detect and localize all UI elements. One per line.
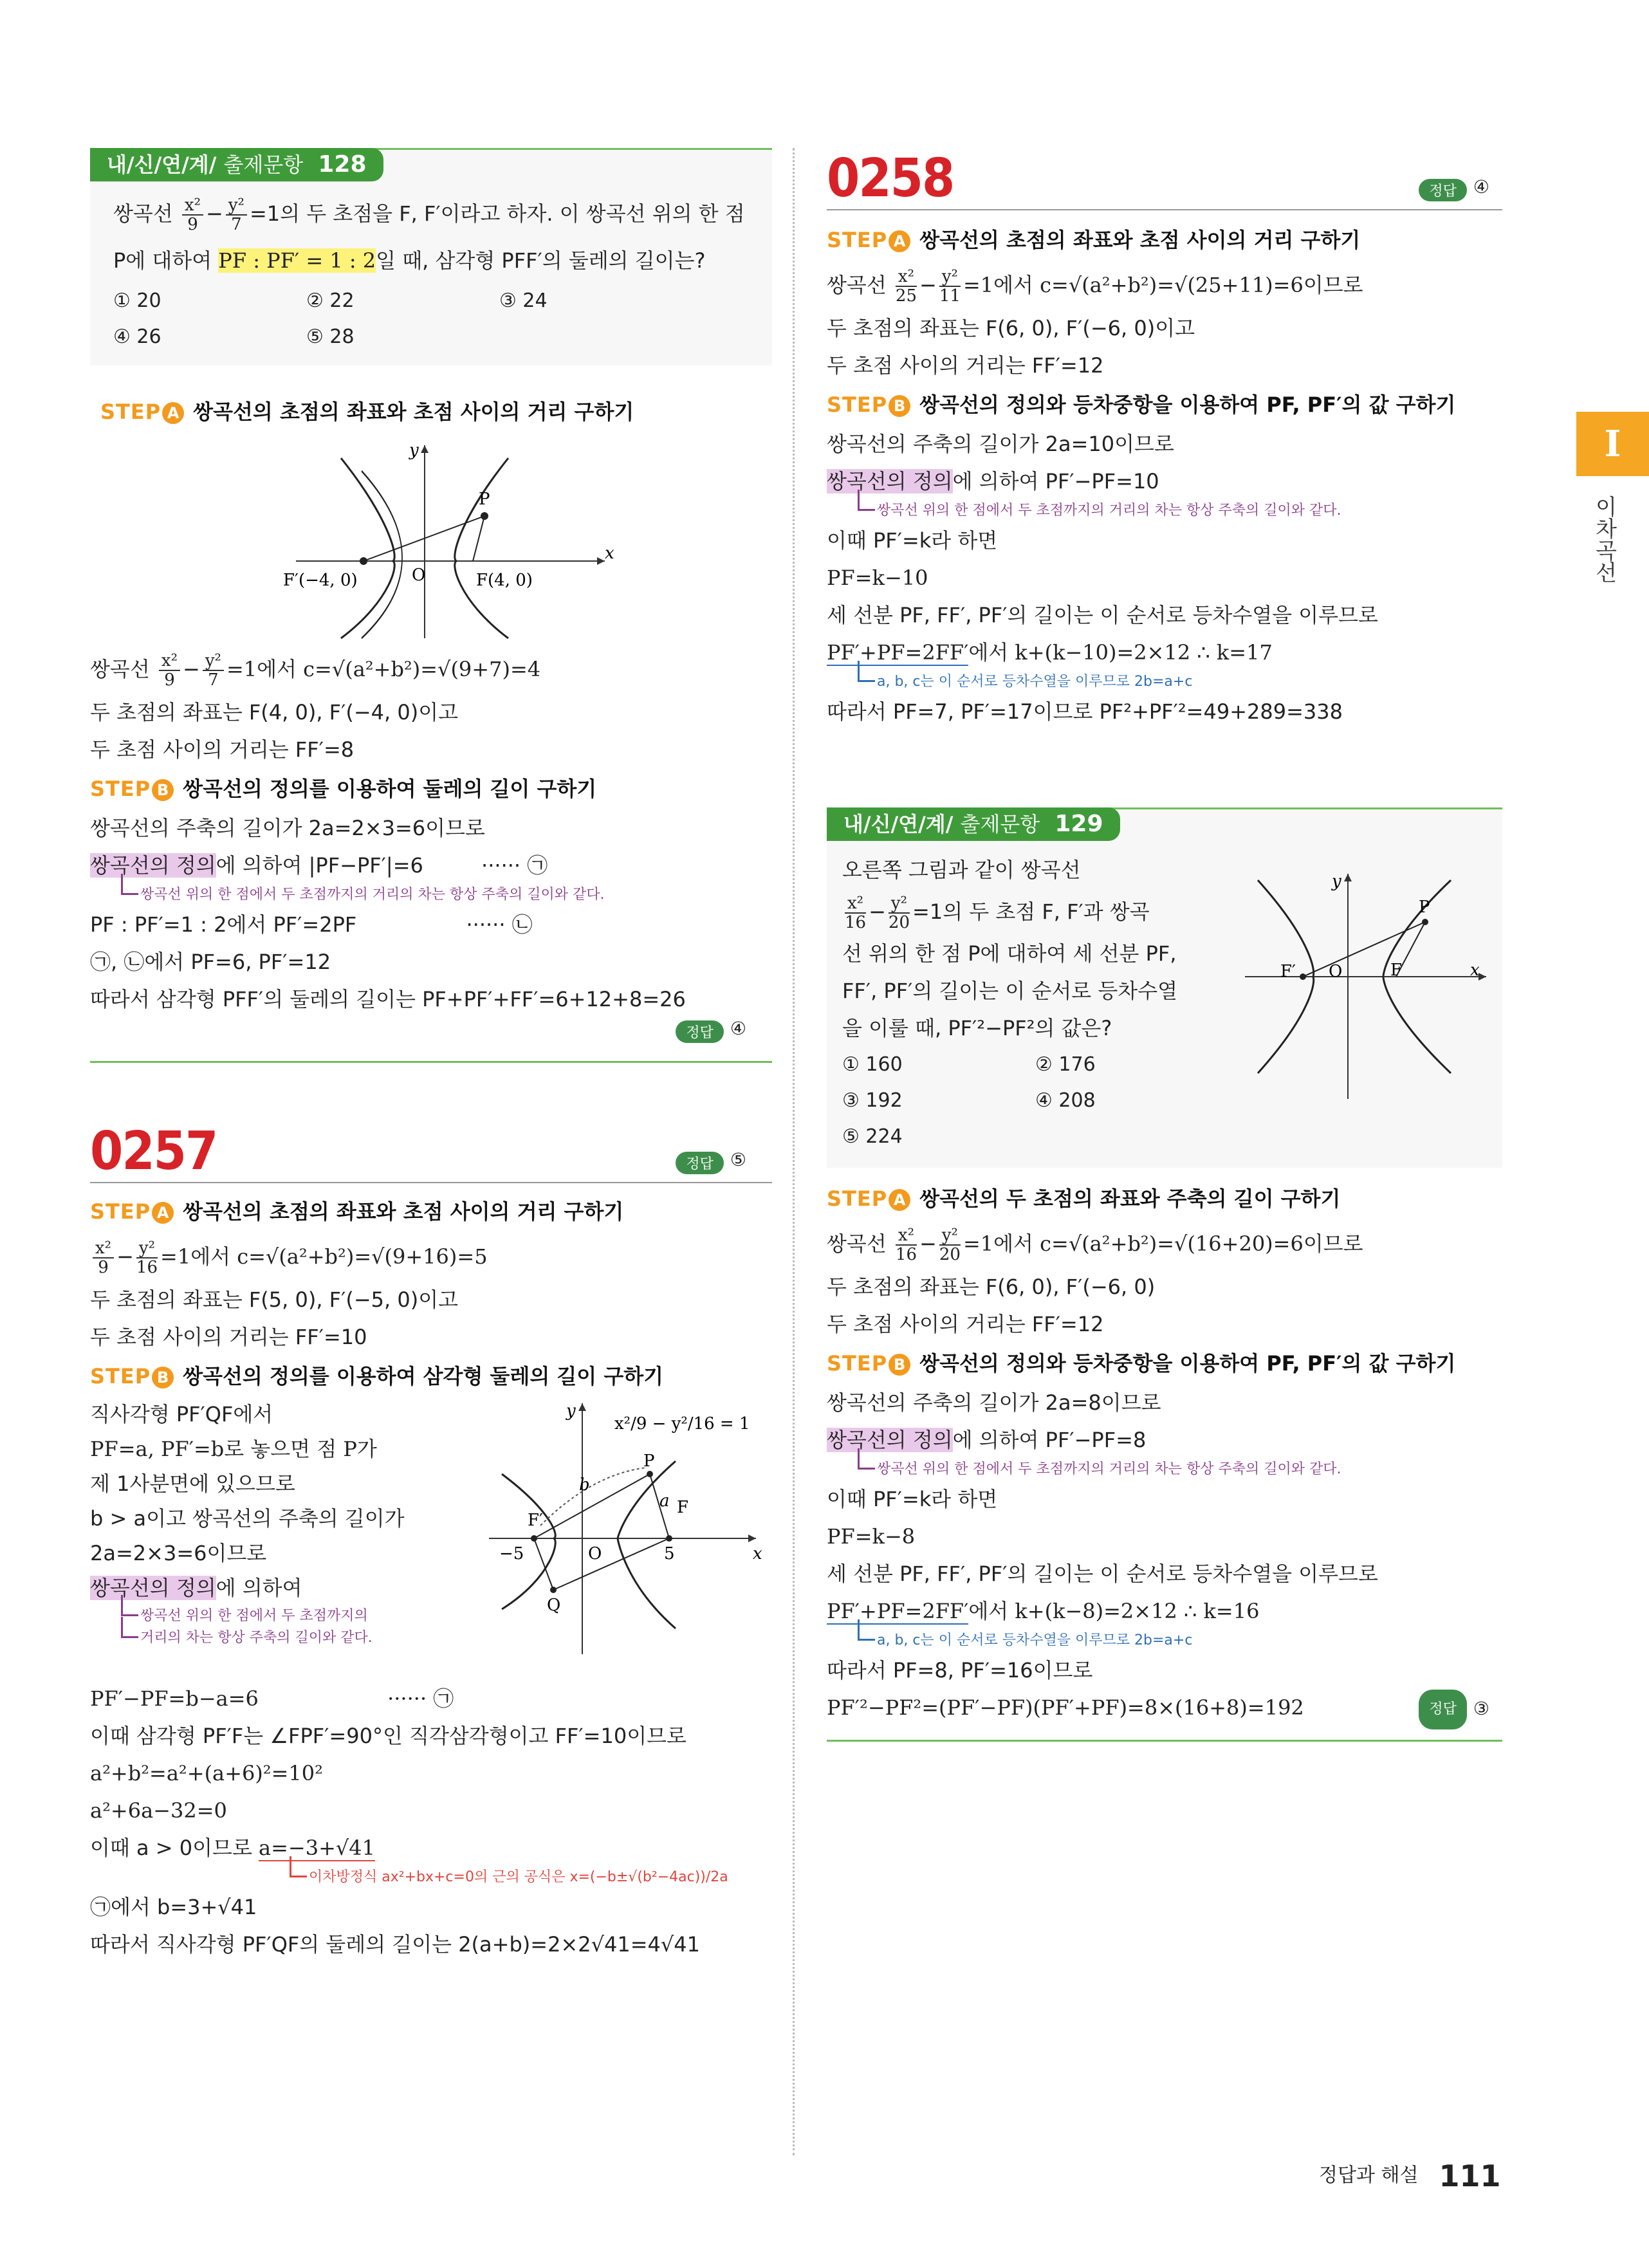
note-definition: 쌍곡선 위의 한 점에서 두 초점까지의 거리의 차는 항상 주축의 길이와 같다. [877, 500, 1502, 522]
step-a [90, 391, 772, 432]
step-title: 쌍곡선의 정의를 이용하여 둘레의 길이 구하기 [183, 777, 597, 801]
fraction [939, 1226, 961, 1264]
divider-line [90, 1182, 772, 1183]
sol257-b6 [90, 1571, 489, 1605]
numerator: y² [203, 652, 224, 671]
text: =1의 두 초점을 F, F′이라고 하자. 이 쌍곡선 위의 한 점 [249, 201, 745, 226]
sol257-b2: PF=a, PF′=b로 놓으면 점 P가 [90, 1437, 377, 1461]
fraction [203, 652, 224, 689]
text: =1에서 c=√(a²+b²)=√(9+16)=5 [160, 1244, 488, 1269]
numerator: x² [93, 1239, 114, 1258]
denominator: 20 [888, 913, 910, 932]
sol128-b2 [90, 847, 772, 884]
choices [113, 283, 749, 355]
step-letter: A [152, 1202, 174, 1224]
answer-badge: 정답 [1419, 179, 1467, 201]
numerator: y² [889, 894, 910, 914]
text: 이때 a > 0이므로 [90, 1836, 259, 1860]
fraction [845, 894, 866, 932]
problem-line-2 [113, 238, 749, 283]
step-b [827, 1343, 1502, 1384]
underlined-equation: PF′+PF=2FF′ [827, 1599, 969, 1623]
step-letter: B [152, 1367, 174, 1388]
tick-5: 5 [664, 1544, 675, 1563]
footer-text: 정답과 해설 [1319, 2164, 1419, 2187]
choices [842, 1047, 1202, 1155]
note-arithmetic-mean: a, b, c는 이 순서로 등차수열을 이루므로 2b=a+c [877, 1630, 1502, 1652]
sol258-b5: 세 선분 PF, FF′, PF′의 길이는 이 순서로 등차수열을 이루므로 [827, 603, 1378, 627]
highlight-definition: 쌍곡선의 정의 [827, 469, 953, 493]
choice-2: ② 22 [306, 290, 355, 312]
sol257-b1: 직사각형 PF′QF에서 [90, 1402, 273, 1426]
sol129-a2: 두 초점의 좌표는 F(6, 0), F′(−6, 0) [827, 1275, 1156, 1299]
focus-f-label: F [677, 1498, 689, 1517]
problem-128-header [90, 148, 383, 181]
text: =1의 두 초점 F, F′과 쌍곡 [912, 899, 1150, 924]
highlight-definition: 쌍곡선의 정의 [90, 853, 216, 878]
sol258-b1: 쌍곡선의 주축의 길이가 2a=10이므로 [827, 432, 1174, 456]
step-letter: A [889, 1189, 910, 1211]
sol128-a1: 쌍곡선 $\frac{\text{x²}}{9}$ − $\frac{\text{y²}}{7}$ =1에서 c=√(a²+b²)=√(9+7)=4 [90, 651, 541, 690]
point-p-label: P [479, 490, 490, 509]
step-title: 쌍곡선의 두 초점의 좌표와 주축의 길이 구하기 [919, 1186, 1341, 1211]
step-title: 쌍곡선의 정의와 등차중항을 이용하여 PF, PF′의 값 구하기 [919, 1351, 1456, 1376]
hyperbola-graph-128 [283, 432, 618, 645]
note-definition-2: 거리의 차는 항상 주축의 길이와 같다. [140, 1627, 489, 1649]
text: 에서 k+(k−10)=2×12 ∴ k=17 [968, 640, 1273, 665]
x-axis-label: x [605, 544, 614, 563]
fraction [159, 652, 180, 689]
sol257-b7 [90, 1680, 772, 1717]
point-q-label: Q [547, 1596, 561, 1615]
page-footer [1319, 2159, 1500, 2193]
sol257-a3: 두 초점 사이의 거리는 FF′=10 [90, 1325, 367, 1349]
sol129-b2 [827, 1421, 1502, 1459]
step-tag: STEP [90, 1364, 151, 1388]
highlight-definition: 쌍곡선의 정의 [827, 1428, 953, 1452]
x-axis-label: x [1470, 961, 1480, 980]
page-number: 111 [1439, 2159, 1501, 2193]
highlight-ratio: PF : PF′ = 1 : 2 [218, 248, 376, 273]
step-tag: STEP [827, 1351, 888, 1376]
problem-number: 0258 [827, 148, 954, 209]
denominator: 7 [231, 215, 242, 234]
step-tag: STEP [90, 777, 151, 801]
fraction [896, 268, 917, 305]
focus-fprime-label: F′(−4, 0) [283, 571, 358, 590]
problem-0257-header [90, 1121, 772, 1182]
denominator: 9 [187, 215, 198, 234]
answer-value: ④ [1473, 176, 1489, 198]
step-title: 쌍곡선의 초점의 좌표와 초점 사이의 거리 구하기 [183, 1199, 624, 1224]
step-letter: A [889, 230, 910, 252]
text: 에서 k+(k−8)=2×12 ∴ k=16 [968, 1599, 1260, 1623]
text: =1에서 c=√(a²+b²)=√(16+20)=6이므로 [963, 1231, 1363, 1256]
denominator: 25 [895, 286, 917, 306]
choice-4: ④ 26 [113, 326, 161, 348]
sol128-b1: 쌍곡선의 주축의 길이가 2a=2×3=6이므로 [90, 816, 485, 840]
step-b [90, 1356, 772, 1397]
sol258-b3: 이때 PF′=k라 하면 [827, 528, 998, 553]
choice-5: ⑤ 28 [306, 326, 355, 348]
underlined-root: a=−3+√41 [259, 1836, 376, 1860]
text: 쌍곡선 [827, 1231, 887, 1256]
divider-line [827, 209, 1502, 210]
sol128-b3 [90, 906, 772, 943]
sol129-b3: 이때 PF′=k라 하면 [827, 1487, 998, 1511]
brand-label: 내/신/연/계/ [843, 812, 953, 836]
numerator: x² [896, 1226, 917, 1246]
sol257-b8: 이때 삼각형 PF′F는 ∠FPF′=90°인 직각삼각형이고 FF′=10이므로 [90, 1724, 686, 1748]
chapter-tab: I [1576, 412, 1649, 476]
choice-1: ① 20 [113, 290, 161, 312]
denominator: 16 [895, 1245, 917, 1264]
step-a [827, 1178, 1502, 1219]
problem-128-box [90, 148, 772, 365]
text: 쌍곡선 [827, 273, 887, 297]
fraction [136, 1239, 158, 1277]
numerator: y² [939, 1226, 961, 1246]
focus-fprime-label: F′ [528, 1511, 543, 1530]
column-divider [793, 148, 795, 2155]
fraction [896, 1226, 917, 1264]
text: 에 의하여 [216, 1576, 302, 1600]
answer-badge: 정답 [676, 1152, 724, 1174]
graph-equation: x²/9 − y²/16 = 1 [614, 1414, 750, 1434]
focus-fprime-label: F′ [1280, 962, 1296, 981]
sol258-a1: 쌍곡선 $\frac{\text{x²}}{25}$ − $\frac{\text{y²}}{11}$ =1에서 c=√(a²+b²)=√(25+11)=6이므로 [827, 267, 1363, 306]
text: =1에서 c=√(a²+b²)=√(9+7)=4 [226, 657, 541, 681]
y-axis-label: y [409, 441, 419, 460]
tick-minus-5: −5 [499, 1544, 524, 1563]
choice-2: ② 176 [1035, 1053, 1096, 1076]
focus-f-label: F [1390, 961, 1403, 980]
text: 에 의하여 PF′−PF=8 [952, 1428, 1147, 1452]
underlined-equation: PF′+PF=2FF′ [827, 640, 969, 665]
step-tag: STEP [90, 1199, 151, 1224]
answer-value: ⑤ [730, 1149, 746, 1170]
choice-5: ⑤ 224 [842, 1125, 903, 1148]
divider-line [827, 1740, 1502, 1742]
sol258-b2 [827, 463, 1502, 500]
sol258-b4: PF=k−10 [827, 566, 928, 590]
sol258-b6 [827, 634, 1502, 671]
sol128-a2: 두 초점의 좌표는 F(4, 0), F′(−4, 0)이고 [90, 700, 459, 724]
note-definition: 쌍곡선 위의 한 점에서 두 초점까지의 거리의 차는 항상 주축의 길이와 같다. [140, 884, 772, 906]
sol129-b8-row [827, 1689, 1502, 1729]
answer-row [90, 1018, 772, 1043]
sol128-b5: 따라서 삼각형 PFF′의 둘레의 길이는 PF+PF′+FF′=6+12+8=26 [90, 987, 686, 1011]
text: P에 대하여 [113, 248, 219, 273]
point-p-label: P [1419, 898, 1430, 917]
sol129-b5: 세 선분 PF, FF′, PF′의 길이는 이 순서로 등차수열을 이루므로 [827, 1562, 1378, 1586]
denominator: 16 [136, 1258, 158, 1277]
choice-3: ③ 192 [842, 1089, 903, 1112]
text: 쌍곡선 [113, 201, 173, 226]
fraction [93, 1239, 114, 1277]
step-tag: STEP [100, 400, 161, 424]
fraction [226, 196, 247, 234]
y-axis-label: y [1332, 872, 1341, 891]
step-title: 쌍곡선의 정의를 이용하여 삼각형 둘레의 길이 구하기 [183, 1364, 664, 1388]
step-letter: B [889, 395, 910, 417]
text: PF : PF′=1 : 2에서 PF′=2PF [90, 912, 357, 937]
step-b [90, 768, 772, 809]
sol258-a2: 두 초점의 좌표는 F(6, 0), F′(−6, 0)이고 [827, 316, 1195, 340]
sol257-b5: 2a=2×3=6이므로 [90, 1541, 267, 1565]
sol258-b7: 따라서 PF=7, PF′=17이므로 PF²+PF′²=49+289=338 [827, 699, 1343, 724]
denominator: 9 [164, 670, 175, 690]
step-title: 쌍곡선의 초점의 좌표와 초점 사이의 거리 구하기 [193, 400, 634, 424]
chapter-label: 이차곡선 [1591, 495, 1617, 583]
sol129-a1: 쌍곡선 $\frac{\text{x²}}{16}$ − $\frac{\text{y²}}{20}$ =1에서 c=√(a²+b²)=√(16+20)=6이므로 [827, 1226, 1363, 1264]
text: 쌍곡선 [90, 657, 150, 681]
numerator: x² [896, 268, 917, 287]
problem-line-5: 을 이룰 때, PF′²−PF²의 값은? [842, 1016, 1112, 1040]
text: PF′−PF=b−a=6 [90, 1686, 259, 1711]
note-arithmetic-mean: a, b, c는 이 순서로 등차수열을 이루므로 2b=a+c [877, 671, 1502, 693]
origin-label: O [412, 566, 426, 585]
note-quadratic-formula: 이차방정식 ax²+bx+c=0의 근의 공식은 x=(−b±√(b²−4ac))/2a [309, 1867, 772, 1888]
text: 에 의하여 |PF−PF′|=6 [216, 853, 423, 878]
equation-mark: ······ ㉠ [481, 853, 548, 878]
problem-line-1: 쌍곡선 $\frac{\text{x²}}{9}$ − $\frac{\text{y²}}{7}$ =1의 두 초점을 F, F′이라고 하자. 이 쌍곡선 위의 한 점 [113, 196, 745, 234]
sol257-b3: 제 1사분면에 있으므로 [90, 1471, 295, 1496]
sol257-graph-block [90, 1397, 772, 1680]
fraction [939, 268, 961, 305]
sol128-b4: ㉠, ㉡에서 PF=6, PF′=12 [90, 950, 331, 974]
denominator: 7 [208, 670, 219, 690]
side-a-label: a [659, 1491, 670, 1511]
text: =1에서 c=√(a²+b²)=√(25+11)=6이므로 [963, 273, 1363, 297]
sol257-b10: a²+6a−32=0 [90, 1798, 227, 1823]
sol129-b7: 따라서 PF=8, PF′=16이므로 [827, 1658, 1093, 1683]
sol257-b9: a²+b²=a²+(a+6)²=10² [90, 1761, 323, 1785]
problem-129-box [827, 807, 1502, 1168]
problem-number: 129 [1055, 811, 1103, 837]
sol128-a3: 두 초점 사이의 거리는 FF′=8 [90, 737, 355, 762]
hyperbola-graph-129 [1239, 861, 1496, 1105]
choice-3: ③ 24 [499, 290, 548, 312]
right-column [827, 148, 1502, 1742]
header-label: 출제문항 [960, 812, 1040, 836]
left-column [90, 148, 772, 1963]
x-axis-label: x [753, 1544, 762, 1563]
step-letter: B [889, 1354, 910, 1376]
denominator: 16 [845, 913, 867, 932]
problem-line-1: 오른쪽 그림과 같이 쌍곡선 [842, 858, 1081, 882]
problem-number: 128 [318, 151, 367, 178]
numerator: x² [845, 894, 866, 914]
choice-1: ① 160 [842, 1053, 903, 1076]
sol257-b13: 따라서 직사각형 PF′QF의 둘레의 길이는 2(a+b)=2×2√41=4√41 [90, 1932, 700, 1957]
step-tag: STEP [827, 1186, 888, 1211]
point-p-label: P [643, 1452, 655, 1471]
step-a [90, 1191, 772, 1232]
problem-0258-header [827, 148, 1502, 209]
numerator: x² [159, 652, 180, 671]
sol129-b6 [827, 1592, 1502, 1630]
numerator: y² [226, 196, 247, 216]
sol129-b4: PF=k−8 [827, 1524, 916, 1549]
note-definition-1: 쌍곡선 위의 한 점에서 두 초점까지의 [140, 1605, 489, 1627]
hyperbola-graph-257 [483, 1397, 766, 1680]
step-letter: B [152, 779, 174, 801]
answer-badge: 정답 [676, 1020, 724, 1043]
answer-badge: 정답 [1419, 1690, 1467, 1729]
brand-label: 내/신/연/계/ [107, 152, 217, 177]
step-b [827, 384, 1502, 425]
equation-mark: ······ ㉠ [387, 1686, 454, 1711]
sol129-a3: 두 초점 사이의 거리는 FF′=12 [827, 1312, 1104, 1336]
sol257-b12: ㉠에서 b=3+√41 [90, 1895, 257, 1919]
header-label: 출제문항 [223, 152, 304, 177]
note-definition: 쌍곡선 위의 한 점에서 두 초점까지의 거리의 차는 항상 주축의 길이와 같다. [877, 1459, 1502, 1480]
fraction [182, 196, 203, 234]
focus-f-label: F(4, 0) [476, 571, 533, 590]
denominator: 20 [939, 1245, 961, 1264]
sol129-b8: PF′²−PF²=(PF′−PF)(PF′+PF)=8×(16+8)=192 [827, 1695, 1304, 1720]
sol257-a2: 두 초점의 좌표는 F(5, 0), F′(−5, 0)이고 [90, 1287, 459, 1312]
sol257-b4: b > a이고 쌍곡선의 주축의 길이가 [90, 1506, 405, 1531]
step-title: 쌍곡선의 초점의 좌표와 초점 사이의 거리 구하기 [919, 228, 1361, 252]
text: 일 때, 삼각형 PFF′의 둘레의 길이는? [376, 248, 706, 273]
step-letter: A [162, 402, 184, 424]
problem-number: 0257 [90, 1121, 217, 1182]
fraction [889, 894, 910, 932]
equation-mark: ······ ㉡ [466, 912, 533, 937]
choice-4: ④ 208 [1035, 1089, 1096, 1112]
step-tag: STEP [827, 228, 888, 252]
denominator: 11 [939, 286, 961, 306]
denominator: 9 [98, 1258, 109, 1277]
problem-129-header [827, 807, 1120, 841]
problem-line-4: FF′, PF′의 길이는 이 순서로 등차수열 [842, 979, 1178, 1003]
y-axis-label: y [566, 1401, 576, 1421]
origin-label: O [588, 1544, 602, 1563]
numerator: y² [939, 268, 961, 287]
sol258-a3: 두 초점 사이의 거리는 FF′=12 [827, 353, 1104, 378]
sol257-b11 [90, 1829, 772, 1867]
origin-label: O [1329, 962, 1343, 981]
side-b-label: b [579, 1475, 590, 1495]
numerator: y² [136, 1239, 158, 1258]
sol129-b1: 쌍곡선의 주축의 길이가 2a=8이므로 [827, 1390, 1161, 1415]
answer-value: ③ [1473, 1698, 1489, 1719]
problem-line-3: 선 위의 한 점 P에 대하여 세 선분 PF, [842, 941, 1177, 966]
highlight-definition: 쌍곡선의 정의 [90, 1576, 216, 1600]
step-title: 쌍곡선의 정의와 등차중항을 이용하여 PF, PF′의 값 구하기 [919, 392, 1456, 417]
step-a [827, 219, 1502, 261]
numerator: x² [182, 196, 203, 216]
answer-value: ④ [730, 1018, 746, 1039]
sol257-a1: $\frac{\text{x²}}{9}$ − $\frac{\text{y²}}{16}$ =1에서 c=√(a²+b²)=√(9+16)=5 [90, 1232, 772, 1281]
text: 에 의하여 PF′−PF=10 [952, 469, 1159, 493]
step-tag: STEP [827, 392, 888, 417]
problem-line-2: $\frac{\text{x²}}{16}$ − $\frac{\text{y²}}{20}$ =1의 두 초점 F, F′과 쌍곡 [845, 894, 1150, 932]
